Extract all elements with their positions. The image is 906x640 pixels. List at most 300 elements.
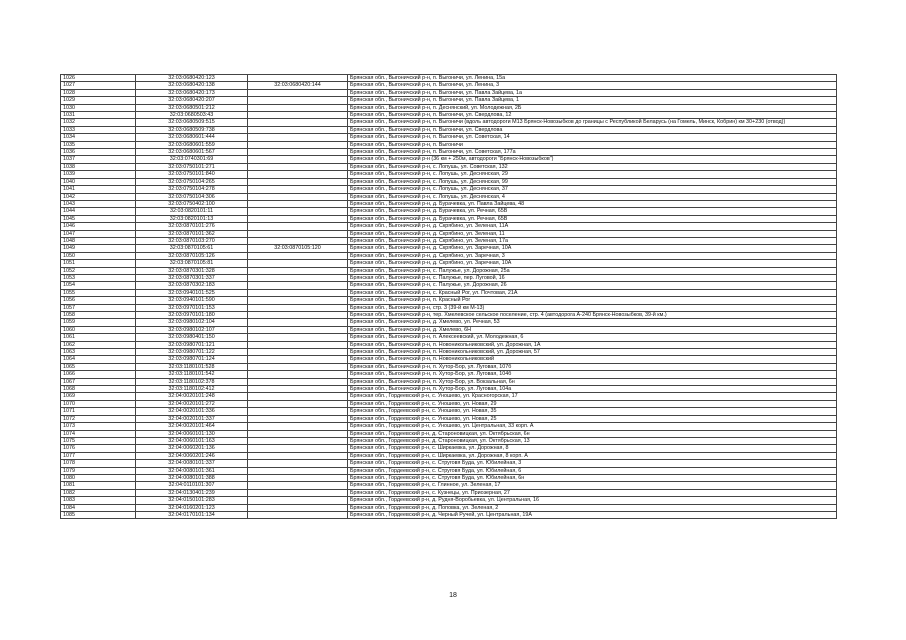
address-cell: Брянская обл., Выгоничский р-н, п. Выгоничи, ул. Ленина, 15а [348, 75, 837, 82]
address-cell: Брянская обл., Выгоничский р-н, д. Хмелево, 6Н [348, 326, 837, 333]
table-row [61, 215, 837, 222]
cadastral-number-cell: 32:03:1180102:378 [136, 378, 248, 385]
cadastral-number-cell: 32:03:0980102:107 [136, 326, 248, 333]
previous-number-cell [248, 312, 348, 319]
address-cell: Брянская обл., Выгоничский р-н, д. Бурачевка, ул. Речная, 65В [348, 215, 837, 222]
previous-number-cell [248, 274, 348, 281]
previous-number-cell [248, 393, 348, 400]
previous-number-cell [248, 423, 348, 430]
cadastral-number-cell: 32:03:0680509:738 [136, 126, 248, 133]
address-cell: Брянская обл., Выгоничский р-н, п. Выгоничи, ул. Ленина, 3 [348, 82, 837, 89]
previous-number-cell [248, 386, 348, 393]
table-row [61, 460, 837, 467]
previous-number-cell [248, 408, 348, 415]
previous-number-cell [248, 445, 348, 452]
previous-number-cell [248, 267, 348, 274]
address-cell: Брянская обл., Выгоничский р-н, п. Новоникольниковский, ул. Дорожная, 57 [348, 349, 837, 356]
table-row [61, 504, 837, 511]
previous-number-cell [248, 326, 348, 333]
address-cell: Брянская обл., Выгоничский р-н, стр. 3 (39-й км М-13) [348, 304, 837, 311]
previous-number-cell [248, 223, 348, 230]
row-number-cell: 1046 [61, 223, 136, 230]
cadastral-number-cell: 32:04:0020101:272 [136, 400, 248, 407]
cadastral-number-cell: 32:03:0870302:183 [136, 282, 248, 289]
cadastral-number-cell: 32:03:0970101:180 [136, 312, 248, 319]
table-row [61, 82, 837, 89]
cadastral-number-cell: 32:04:0020101:464 [136, 423, 248, 430]
address-cell: Брянская обл., Выгоничский р-н, п. Выгоничи [348, 141, 837, 148]
table-row [61, 304, 837, 311]
address-cell: Брянская обл., Выгоничский р-н, тер. Хмелевское сельское поселение, стр. 4 (автодорога А-240 Брянск-Новозыбков, 39-й км.) [348, 312, 837, 319]
previous-number-cell [248, 467, 348, 474]
previous-number-cell [248, 163, 348, 170]
row-number-cell: 1059 [61, 319, 136, 326]
address-cell: Брянская обл., Выгоничский р-н, п. Хутор-Бор, ул. Луговая, 104б [348, 371, 837, 378]
table-row [61, 112, 837, 119]
table-row [61, 319, 837, 326]
address-cell: Брянская обл., Выгоничский р-н, с. Красный Рог, ул. Почтовая, 21А [348, 289, 837, 296]
row-number-cell: 1034 [61, 134, 136, 141]
row-number-cell: 1079 [61, 467, 136, 474]
row-number-cell: 1076 [61, 445, 136, 452]
table-row [61, 237, 837, 244]
cadastral-number-cell: 32:03:0680420:123 [136, 75, 248, 82]
cadastral-number-cell: 32:04:0060101:163 [136, 437, 248, 444]
previous-number-cell: 32:03:0680420:144 [248, 82, 348, 89]
address-cell: Брянская обл., Выгоничский р-н, п. Выгоничи, ул. Свердлова [348, 126, 837, 133]
table-row [61, 341, 837, 348]
table-row [61, 274, 837, 281]
cadastral-number-cell: 32:03:0680601:444 [136, 134, 248, 141]
cadastral-number-cell: 32:04:0160201:123 [136, 504, 248, 511]
previous-number-cell [248, 119, 348, 126]
table-row [61, 474, 837, 481]
table-row [61, 467, 837, 474]
table-row [61, 415, 837, 422]
address-cell: Брянская обл., Гордеевский р-н, с. Уношево, ул. Новая, 29 [348, 400, 837, 407]
row-number-cell: 1027 [61, 82, 136, 89]
address-cell: Брянская обл., Гордеевский р-н, с. Уношево, ул. Новая, 35 [348, 408, 837, 415]
table-row [61, 141, 837, 148]
cadastral-number-cell: 32:03:1180102:412 [136, 386, 248, 393]
table-row [61, 482, 837, 489]
address-cell: Брянская обл., Выгоничский р-н, д. Скрябино, ул. Зеленая, 17а [348, 237, 837, 244]
previous-number-cell [248, 415, 348, 422]
cadastral-number-cell: 32:03:0870301:337 [136, 274, 248, 281]
row-number-cell: 1066 [61, 371, 136, 378]
address-cell: Брянская обл., Выгоничский р-н, д. Скрябино, ул. Заречная, 10А [348, 245, 837, 252]
cadastral-number-cell: 32:03:0870301:328 [136, 267, 248, 274]
row-number-cell: 1063 [61, 349, 136, 356]
table-row [61, 245, 837, 252]
previous-number-cell: 32:03:0870105:120 [248, 245, 348, 252]
row-number-cell: 1047 [61, 230, 136, 237]
table-row [61, 386, 837, 393]
previous-number-cell [248, 437, 348, 444]
row-number-cell: 1068 [61, 386, 136, 393]
cadastral-number-cell: 32:03:1180101:528 [136, 363, 248, 370]
previous-number-cell [248, 371, 348, 378]
table-row [61, 289, 837, 296]
row-number-cell: 1037 [61, 156, 136, 163]
address-cell: Брянская обл., Гордеевский р-н, с. Струговя Буда, ул. Юбилейная, 3 [348, 460, 837, 467]
table-row [61, 178, 837, 185]
cadastral-number-cell: 32:04:0110101:307 [136, 482, 248, 489]
address-cell: Брянская обл., Выгоничский р-н, п. Выгоничи (вдоль автодороги М13 Брянск-Новозыбков до границы с Республикой Беларусь (на Гомель, Минск, Кобрин) км 30+230 (отвод)) [348, 119, 837, 126]
row-number-cell: 1064 [61, 356, 136, 363]
previous-number-cell [248, 186, 348, 193]
row-number-cell: 1043 [61, 200, 136, 207]
cadastral-number-cell: 32:03:0750104:306 [136, 193, 248, 200]
row-number-cell: 1029 [61, 97, 136, 104]
cadastral-number-cell: 32:03:0980401:150 [136, 334, 248, 341]
row-number-cell: 1049 [61, 245, 136, 252]
previous-number-cell [248, 297, 348, 304]
row-number-cell: 1033 [61, 126, 136, 133]
row-number-cell: 1082 [61, 489, 136, 496]
previous-number-cell [248, 141, 348, 148]
previous-number-cell [248, 230, 348, 237]
table-row [61, 393, 837, 400]
row-number-cell: 1028 [61, 89, 136, 96]
row-number-cell: 1040 [61, 178, 136, 185]
table-row [61, 186, 837, 193]
table-row [61, 230, 837, 237]
previous-number-cell [248, 112, 348, 119]
table-row [61, 223, 837, 230]
address-cell: Брянская обл., Выгоничский р-н, п. Красный Рог [348, 297, 837, 304]
address-cell: Брянская обл., Выгоничский р-н, д. Бурачевка, ул. Речная, 65В [348, 208, 837, 215]
previous-number-cell [248, 260, 348, 267]
row-number-cell: 1078 [61, 460, 136, 467]
table-row [61, 363, 837, 370]
previous-number-cell [248, 460, 348, 467]
cadastral-number-cell: 32:03:0980102:104 [136, 319, 248, 326]
row-number-cell: 1058 [61, 312, 136, 319]
previous-number-cell [248, 156, 348, 163]
address-cell: Брянская обл., Выгоничский р-н, п. Хутор-Бор, ул. Луговая, 104а [348, 386, 837, 393]
previous-number-cell [248, 215, 348, 222]
cadastral-number-cell: 32:03:0980701:124 [136, 356, 248, 363]
address-cell: Брянская обл., Выгоничский р-н, д. Скрябино, ул. Зеленая, 11А [348, 223, 837, 230]
row-number-cell: 1074 [61, 430, 136, 437]
address-cell: Брянская обл., Гордеевский р-н, д. Черный Ручей, ул. Центральная, 19А [348, 511, 837, 518]
table-row [61, 97, 837, 104]
previous-number-cell [248, 341, 348, 348]
row-number-cell: 1038 [61, 163, 136, 170]
cadastral-number-cell: 32:03:0680420:138 [136, 82, 248, 89]
row-number-cell: 1030 [61, 104, 136, 111]
cadastral-number-cell: 32:03:0680509:515 [136, 119, 248, 126]
table-row [61, 171, 837, 178]
address-cell: Брянская обл., Гордеевский р-н, д. Рудня-Воробьевка, ул. Центральная, 16 [348, 497, 837, 504]
cadastral-number-cell: 32:03:0940101:525 [136, 289, 248, 296]
previous-number-cell [248, 452, 348, 459]
cadastral-number-cell: 32:03:0680601:559 [136, 141, 248, 148]
table-row [61, 497, 837, 504]
previous-number-cell [248, 97, 348, 104]
address-cell: Брянская обл., Гордеевский р-н, с. Уношево, ул. Новая, 25 [348, 415, 837, 422]
cadastral-number-cell: 32:03:0870101:276 [136, 223, 248, 230]
address-cell: Брянская обл., Выгоничский р-н, п. Новоникольниковский [348, 356, 837, 363]
row-number-cell: 1035 [61, 141, 136, 148]
cadastral-number-cell: 32:03:0680420:173 [136, 89, 248, 96]
row-number-cell: 1060 [61, 326, 136, 333]
row-number-cell: 1056 [61, 297, 136, 304]
cadastral-number-cell: 32:03:0870105:81 [136, 260, 248, 267]
cadastral-number-cell: 32:03:0870103:270 [136, 237, 248, 244]
row-number-cell: 1041 [61, 186, 136, 193]
cadastral-number-cell: 32:04:0060201:136 [136, 445, 248, 452]
cadastral-number-cell: 32:03:0750101:271 [136, 163, 248, 170]
table-row [61, 400, 837, 407]
address-cell: Брянская обл., Выгоничский р-н, с. Палужье, пер. Луговой, 16 [348, 274, 837, 281]
previous-number-cell [248, 193, 348, 200]
previous-number-cell [248, 237, 348, 244]
previous-number-cell [248, 349, 348, 356]
cadastral-number-cell: 32:03:0750104:265 [136, 178, 248, 185]
address-cell: Брянская обл., Гордеевский р-н, с. Ширкаевка, ул. Дорожная, 8 корп. А [348, 452, 837, 459]
address-cell: Брянская обл., Гордеевский р-н, с. Кузнецы, ул. Приозерная, 27 [348, 489, 837, 496]
table-row [61, 326, 837, 333]
previous-number-cell [248, 378, 348, 385]
previous-number-cell [248, 200, 348, 207]
previous-number-cell [248, 474, 348, 481]
row-number-cell: 1071 [61, 408, 136, 415]
previous-number-cell [248, 430, 348, 437]
address-cell: Брянская обл., Гордеевский р-н, с. Ширкаевка, ул. Дорожная, 8 [348, 445, 837, 452]
property-registry-table [60, 74, 837, 519]
address-cell: Брянская обл., Выгоничский р-н, п. Алексеевский, ул. Молодежная, 6 [348, 334, 837, 341]
table-row [61, 267, 837, 274]
row-number-cell: 1075 [61, 437, 136, 444]
table-row [61, 252, 837, 259]
table-row [61, 75, 837, 82]
cadastral-number-cell: 32:03:0750101:840 [136, 171, 248, 178]
table-row [61, 408, 837, 415]
table-row [61, 89, 837, 96]
page-number: 18 [449, 592, 457, 599]
table-row [61, 163, 837, 170]
cadastral-number-cell: 32:03:0750104:278 [136, 186, 248, 193]
address-cell: Брянская обл., Выгоничский р-н, д. Бурачевка, ул. Павла Зайцева, 48 [348, 200, 837, 207]
cadastral-number-cell: 32:03:1180101:542 [136, 371, 248, 378]
table-row [61, 134, 837, 141]
row-number-cell: 1051 [61, 260, 136, 267]
address-cell: Брянская обл., Выгоничский р-н, с. Лопушь, ул. Деснянская, 37 [348, 186, 837, 193]
address-cell: Брянская обл., Выгоничский р-н, п. Выгоничи, ул. Свердлова, 12 [348, 112, 837, 119]
address-cell: Брянская обл., Выгоничский р-н, с. Лопушь, ул. Деснянская, 4 [348, 193, 837, 200]
row-number-cell: 1067 [61, 378, 136, 385]
table-row [61, 423, 837, 430]
row-number-cell: 1070 [61, 400, 136, 407]
row-number-cell: 1062 [61, 341, 136, 348]
row-number-cell: 1045 [61, 215, 136, 222]
cadastral-number-cell: 32:04:0020101:337 [136, 415, 248, 422]
cadastral-number-cell: 32:03:0740301:69 [136, 156, 248, 163]
previous-number-cell [248, 104, 348, 111]
row-number-cell: 1036 [61, 149, 136, 156]
row-number-cell: 1057 [61, 304, 136, 311]
cadastral-number-cell: 32:04:0080101:337 [136, 460, 248, 467]
cadastral-number-cell: 32:03:0750402:100 [136, 200, 248, 207]
row-number-cell: 1085 [61, 511, 136, 518]
cadastral-number-cell: 32:03:0680503:43 [136, 112, 248, 119]
previous-number-cell [248, 356, 348, 363]
table-row [61, 430, 837, 437]
cadastral-number-cell: 32:04:0020101:248 [136, 393, 248, 400]
row-number-cell: 1052 [61, 267, 136, 274]
address-cell: Брянская обл., Выгоничский р-н, д. Хмелево, ул. Речная, 53 [348, 319, 837, 326]
address-cell: Брянская обл., Выгоничский р-н, с. Лопушь, ул. Деснянская, 99 [348, 178, 837, 185]
table-row [61, 334, 837, 341]
previous-number-cell [248, 149, 348, 156]
previous-number-cell [248, 289, 348, 296]
row-number-cell: 1050 [61, 252, 136, 259]
table-row [61, 371, 837, 378]
row-number-cell: 1069 [61, 393, 136, 400]
cadastral-number-cell: 32:03:0870105:126 [136, 252, 248, 259]
previous-number-cell [248, 511, 348, 518]
previous-number-cell [248, 304, 348, 311]
table-row [61, 260, 837, 267]
previous-number-cell [248, 208, 348, 215]
address-cell: Брянская обл., Выгоничский р-н, с. Палужье, ул. Дорожная, 26 [348, 282, 837, 289]
table-row [61, 378, 837, 385]
cadastral-number-cell: 32:03:0820101:13 [136, 215, 248, 222]
address-cell: Брянская обл., Выгоничский р-н, п. Выгоничи, ул. Советская, 14 [348, 134, 837, 141]
cadastral-number-cell: 32:04:0080101:361 [136, 467, 248, 474]
address-cell: Брянская обл., Выгоничский р-н, с. Лопушь, ул. Деснянская, 29 [348, 171, 837, 178]
address-cell: Брянская обл., Выгоничский р-н, с. Палужье, ул. Дорожная, 25а [348, 267, 837, 274]
table-row [61, 193, 837, 200]
previous-number-cell [248, 497, 348, 504]
previous-number-cell [248, 363, 348, 370]
table-row [61, 156, 837, 163]
cadastral-number-cell: 32:04:0080101:388 [136, 474, 248, 481]
address-cell: Брянская обл., Выгоничский р-н, д. Скрябино, ул. Заречная, 10А [348, 260, 837, 267]
previous-number-cell [248, 89, 348, 96]
previous-number-cell [248, 482, 348, 489]
table-row [61, 445, 837, 452]
cadastral-number-cell: 32:04:0170101:134 [136, 511, 248, 518]
address-cell: Брянская обл., Выгоничский р-н, д. Скрябино, ул. Заречная, 3 [348, 252, 837, 259]
table-row [61, 104, 837, 111]
cadastral-number-cell: 32:03:0980701:122 [136, 349, 248, 356]
cadastral-number-cell: 32:04:0020101:336 [136, 408, 248, 415]
row-number-cell: 1048 [61, 237, 136, 244]
address-cell: Брянская обл., Выгоничский р-н, п. Выгоничи, ул. Советская, 177а [348, 149, 837, 156]
address-cell: Брянская обл., Гордеевский р-н, с. Уношево, ул. Красногорская, 17 [348, 393, 837, 400]
address-cell: Брянская обл., Гордеевский р-н, с. Струговя Буда, ул. Юбилейная, 6н [348, 474, 837, 481]
cadastral-number-cell: 32:03:0870105:61 [136, 245, 248, 252]
row-number-cell: 1055 [61, 289, 136, 296]
table-row [61, 349, 837, 356]
row-number-cell: 1065 [61, 363, 136, 370]
row-number-cell: 1042 [61, 193, 136, 200]
cadastral-number-cell: 32:03:0680501:212 [136, 104, 248, 111]
address-cell: Брянская обл., Выгоничский р-н, д. Скрябино, ул. Зеленая, 11 [348, 230, 837, 237]
address-cell: Брянская обл., Гордеевский р-н, с. Струговя Буда, ул. Юбилейная, 6 [348, 467, 837, 474]
cadastral-number-cell: 32:04:0150101:283 [136, 497, 248, 504]
cadastral-number-cell: 32:04:0130401:239 [136, 489, 248, 496]
cadastral-number-cell: 32:04:0060201:246 [136, 452, 248, 459]
row-number-cell: 1084 [61, 504, 136, 511]
table-row [61, 437, 837, 444]
table-row [61, 297, 837, 304]
table-row [61, 511, 837, 518]
address-cell: Брянская обл., Гордеевский р-н, д. Поповка, ул. Зеленая, 2 [348, 504, 837, 511]
address-cell: Брянская обл., Выгоничский р-н, п. Хутор-Бор, ул. Вокзальная, 6н [348, 378, 837, 385]
row-number-cell: 1083 [61, 497, 136, 504]
previous-number-cell [248, 126, 348, 133]
row-number-cell: 1061 [61, 334, 136, 341]
previous-number-cell [248, 252, 348, 259]
previous-number-cell [248, 504, 348, 511]
table-row [61, 208, 837, 215]
address-cell: Брянская обл., Выгоничский р-н, п. Деснянский, ул. Молодежная, 2Б [348, 104, 837, 111]
address-cell: Брянская обл., Выгоничский р-н (36 км + 250м, автодороги "Брянск-Новозыбков") [348, 156, 837, 163]
cadastral-number-cell: 32:03:0680601:567 [136, 149, 248, 156]
table-row [61, 489, 837, 496]
row-number-cell: 1072 [61, 415, 136, 422]
cadastral-number-cell: 32:04:0060101:130 [136, 430, 248, 437]
address-cell: Брянская обл., Выгоничский р-н, п. Новоникольниковский, ул. Дорожная, 1А [348, 341, 837, 348]
previous-number-cell [248, 334, 348, 341]
registry-body [61, 75, 837, 519]
cadastral-number-cell: 32:03:0870101:362 [136, 230, 248, 237]
address-cell: Брянская обл., Гордеевский р-н, д. Староновицкая, ул. Октябрьская, 6н [348, 430, 837, 437]
address-cell: Брянская обл., Выгоничский р-н, с. Лопушь, ул. Советская, 132 [348, 163, 837, 170]
row-number-cell: 1031 [61, 112, 136, 119]
previous-number-cell [248, 171, 348, 178]
table-row [61, 312, 837, 319]
row-number-cell: 1053 [61, 274, 136, 281]
previous-number-cell [248, 400, 348, 407]
cadastral-number-cell: 32:03:0980701:121 [136, 341, 248, 348]
table-row [61, 452, 837, 459]
previous-number-cell [248, 489, 348, 496]
row-number-cell: 1026 [61, 75, 136, 82]
table-row [61, 149, 837, 156]
table-row [61, 126, 837, 133]
address-cell: Брянская обл., Гордеевский р-н, с. Уношево, ул. Центральная, 33 корп. А [348, 423, 837, 430]
row-number-cell: 1081 [61, 482, 136, 489]
previous-number-cell [248, 178, 348, 185]
address-cell: Брянская обл., Гордеевский р-н, с. Глинное, ул. Зеленая, 17 [348, 482, 837, 489]
table-row [61, 200, 837, 207]
address-cell: Брянская обл., Выгоничский р-н, п. Выгоничи, ул. Павла Зайцева, 1а [348, 89, 837, 96]
address-cell: Брянская обл., Выгоничский р-н, п. Хутор-Бор, ул. Луговая, 107б [348, 363, 837, 370]
row-number-cell: 1054 [61, 282, 136, 289]
address-cell: Брянская обл., Выгоничский р-н, п. Выгоничи, ул. Павла Зайцева, 1 [348, 97, 837, 104]
row-number-cell: 1077 [61, 452, 136, 459]
cadastral-number-cell: 32:03:0970101:153 [136, 304, 248, 311]
row-number-cell: 1080 [61, 474, 136, 481]
previous-number-cell [248, 75, 348, 82]
cadastral-number-cell: 32:03:0940101:590 [136, 297, 248, 304]
address-cell: Брянская обл., Гордеевский р-н, д. Староновицкая, ул. Октябрьская, 13 [348, 437, 837, 444]
row-number-cell: 1032 [61, 119, 136, 126]
cadastral-number-cell: 32:03:0680420:207 [136, 97, 248, 104]
row-number-cell: 1044 [61, 208, 136, 215]
table-row [61, 282, 837, 289]
row-number-cell: 1073 [61, 423, 136, 430]
previous-number-cell [248, 134, 348, 141]
table-row [61, 119, 837, 126]
previous-number-cell [248, 319, 348, 326]
row-number-cell: 1039 [61, 171, 136, 178]
